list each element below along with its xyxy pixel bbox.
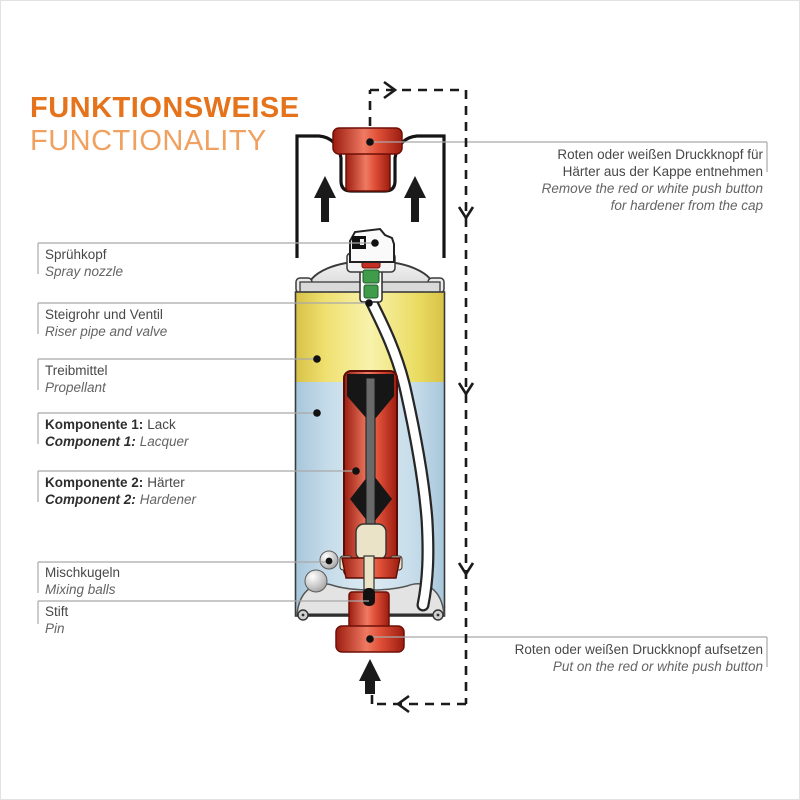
- label-riser-pipe-valve: [45, 306, 167, 340]
- flow-arrow-left-icon: [398, 696, 409, 712]
- label-en: Propellant: [45, 380, 106, 395]
- push-button-top: [333, 128, 402, 191]
- can-top: [296, 261, 444, 293]
- label-de: Roten oder weißen Druckknopf für: [557, 147, 763, 162]
- up-arrow-icon: [314, 176, 336, 222]
- spray-head: [347, 229, 395, 302]
- flow-arrow-down-icon: [459, 563, 473, 574]
- title-english: FUNCTIONALITY: [30, 125, 267, 157]
- container-valve: [356, 524, 386, 560]
- mixing-ball: [320, 551, 338, 569]
- page-title: [30, 92, 300, 158]
- label-en: Mixing balls: [45, 582, 116, 597]
- mixing-balls: [305, 551, 338, 592]
- nozzle: [350, 229, 394, 262]
- flow-arrow-down-icon: [459, 383, 473, 394]
- can-bottom-dome: [297, 584, 444, 620]
- flow-path: [370, 82, 473, 712]
- label-mixing-balls: [45, 564, 120, 598]
- pin: [364, 556, 374, 596]
- title-german: FUNKTIONSWEISE: [30, 92, 300, 124]
- leader-lines: [38, 142, 767, 667]
- hardener-container: [340, 371, 402, 578]
- label-en: Riser pipe and valve: [45, 324, 168, 339]
- lacquer-zone: [296, 382, 444, 616]
- propellant-zone: [296, 292, 444, 382]
- label-de: Stift: [45, 604, 69, 619]
- label-spray-nozzle: [45, 246, 123, 280]
- cap-outline: [297, 136, 444, 258]
- mixing-ball: [305, 570, 327, 592]
- label-en: Component 1: Lacquer: [45, 434, 189, 449]
- label-de: Roten oder weißen Druckknopf aufsetzen: [514, 642, 763, 657]
- label-de: Mischkugeln: [45, 565, 121, 580]
- label-remove-push-button: [542, 146, 763, 214]
- riser-pipe: [371, 301, 428, 605]
- label-de: Komponente 2: Härter: [45, 475, 185, 490]
- label-pin: [45, 603, 68, 637]
- label-de: Härter aus der Kappe entnehmen: [562, 164, 763, 179]
- container-rod: [366, 378, 375, 534]
- valve-red-seal: [362, 256, 380, 268]
- pin-tip: [363, 588, 375, 606]
- valve-green-seal: [363, 270, 379, 283]
- up-arrow-icon: [359, 659, 381, 694]
- label-en: Pin: [45, 621, 65, 636]
- label-en: Remove the red or white push button: [541, 181, 763, 196]
- label-de: Sprühkopf: [45, 247, 107, 262]
- label-en: Component 2: Hardener: [45, 492, 197, 507]
- label-en: for hardener from the cap: [610, 198, 763, 213]
- label-component-1: [45, 416, 189, 450]
- label-en: Spray nozzle: [45, 264, 124, 279]
- label-component-2: [45, 474, 196, 508]
- nozzle-orifice: [352, 236, 366, 249]
- label-put-on-push-button: [515, 641, 763, 675]
- leader-dots: [313, 138, 379, 643]
- label-de: Steigrohr und Ventil: [45, 307, 163, 322]
- spray-up-arrow-icons: [314, 176, 426, 222]
- flow-arrow-down-icon: [459, 207, 473, 218]
- up-arrow-icon: [404, 176, 426, 222]
- label-propellant: [45, 362, 108, 396]
- label-de: Komponente 1: Lack: [45, 417, 176, 432]
- can-body: [296, 292, 445, 616]
- label-de: Treibmittel: [45, 363, 108, 378]
- push-button-bottom: [336, 556, 404, 652]
- label-en: Put on the red or white push button: [552, 659, 763, 674]
- flow-arrow-right-icon: [384, 82, 395, 98]
- valve-green-seal: [364, 285, 378, 298]
